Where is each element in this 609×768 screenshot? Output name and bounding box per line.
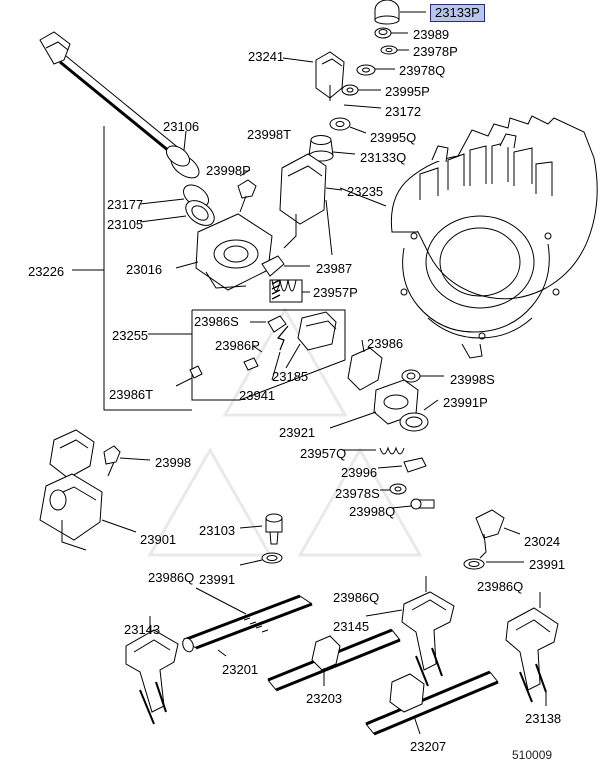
part-label-23995P[interactable]: 23995P [385,84,430,99]
part-label-23138[interactable]: 23138 [525,711,562,726]
part-label-23995Q[interactable]: 23995Q [370,130,417,145]
part-label-23143[interactable]: 23143 [124,622,161,637]
part-label-23998P[interactable]: 23998P [206,163,251,178]
part-label-23998S[interactable]: 23998S [450,372,495,387]
part-label-23106[interactable]: 23106 [163,119,200,134]
part-label-23201[interactable]: 23201 [222,662,259,677]
part-label-23957P[interactable]: 23957P [313,285,358,300]
part-label-23991P[interactable]: 23991P [443,395,488,410]
part-label-23133P[interactable]: 23133P [430,4,485,22]
part-label-23986T[interactable]: 23986T [109,387,154,402]
part-label-23105[interactable]: 23105 [107,217,144,232]
part-label-23986[interactable]: 23986 [367,336,404,351]
part-label-23996[interactable]: 23996 [341,465,378,480]
part-label-23978P[interactable]: 23978P [413,44,458,59]
part-label-23998[interactable]: 23998 [155,455,192,470]
part-label-23177[interactable]: 23177 [107,197,144,212]
part-label-23103[interactable]: 23103 [199,523,236,538]
part-label-23986P[interactable]: 23986P [215,338,260,353]
part-label-23989[interactable]: 23989 [413,27,450,42]
part-label-23145[interactable]: 23145 [333,619,370,634]
part-label-23998Q[interactable]: 23998Q [349,504,396,519]
part-label-23207[interactable]: 23207 [410,739,447,754]
part-label-23986Q-left[interactable]: 23986Q [148,570,195,585]
part-label-23901[interactable]: 23901 [140,532,177,547]
part-label-23921[interactable]: 23921 [279,425,316,440]
part-label-23203[interactable]: 23203 [306,691,343,706]
part-label-23241[interactable]: 23241 [248,49,285,64]
part-label-23226[interactable]: 23226 [28,264,65,279]
diagram-footer-code: 510009 [512,748,553,762]
part-label-23172[interactable]: 23172 [385,104,422,119]
part-label-23991-right[interactable]: 23991 [529,557,566,572]
part-label-23941[interactable]: 23941 [239,388,276,403]
part-label-23957Q[interactable]: 23957Q [300,446,347,461]
part-label-23987[interactable]: 23987 [316,261,353,276]
part-label-23255[interactable]: 23255 [112,328,149,343]
part-label-23024[interactable]: 23024 [524,534,561,549]
part-label-23016[interactable]: 23016 [126,262,163,277]
part-label-23986Q-middle[interactable]: 23986Q [333,590,380,605]
part-label-23986Q-right[interactable]: 23986Q [477,579,524,594]
part-label-23185[interactable]: 23185 [272,369,309,384]
part-label-23978Q[interactable]: 23978Q [399,63,446,78]
part-label-23991-left[interactable]: 23991 [199,572,236,587]
part-label-23978S[interactable]: 23978S [335,486,380,501]
part-label-23133Q[interactable]: 23133Q [360,150,407,165]
part-label-23986S[interactable]: 23986S [194,314,239,329]
part-label-23998T[interactable]: 23998T [247,127,292,142]
part-label-23235[interactable]: 23235 [347,184,384,199]
